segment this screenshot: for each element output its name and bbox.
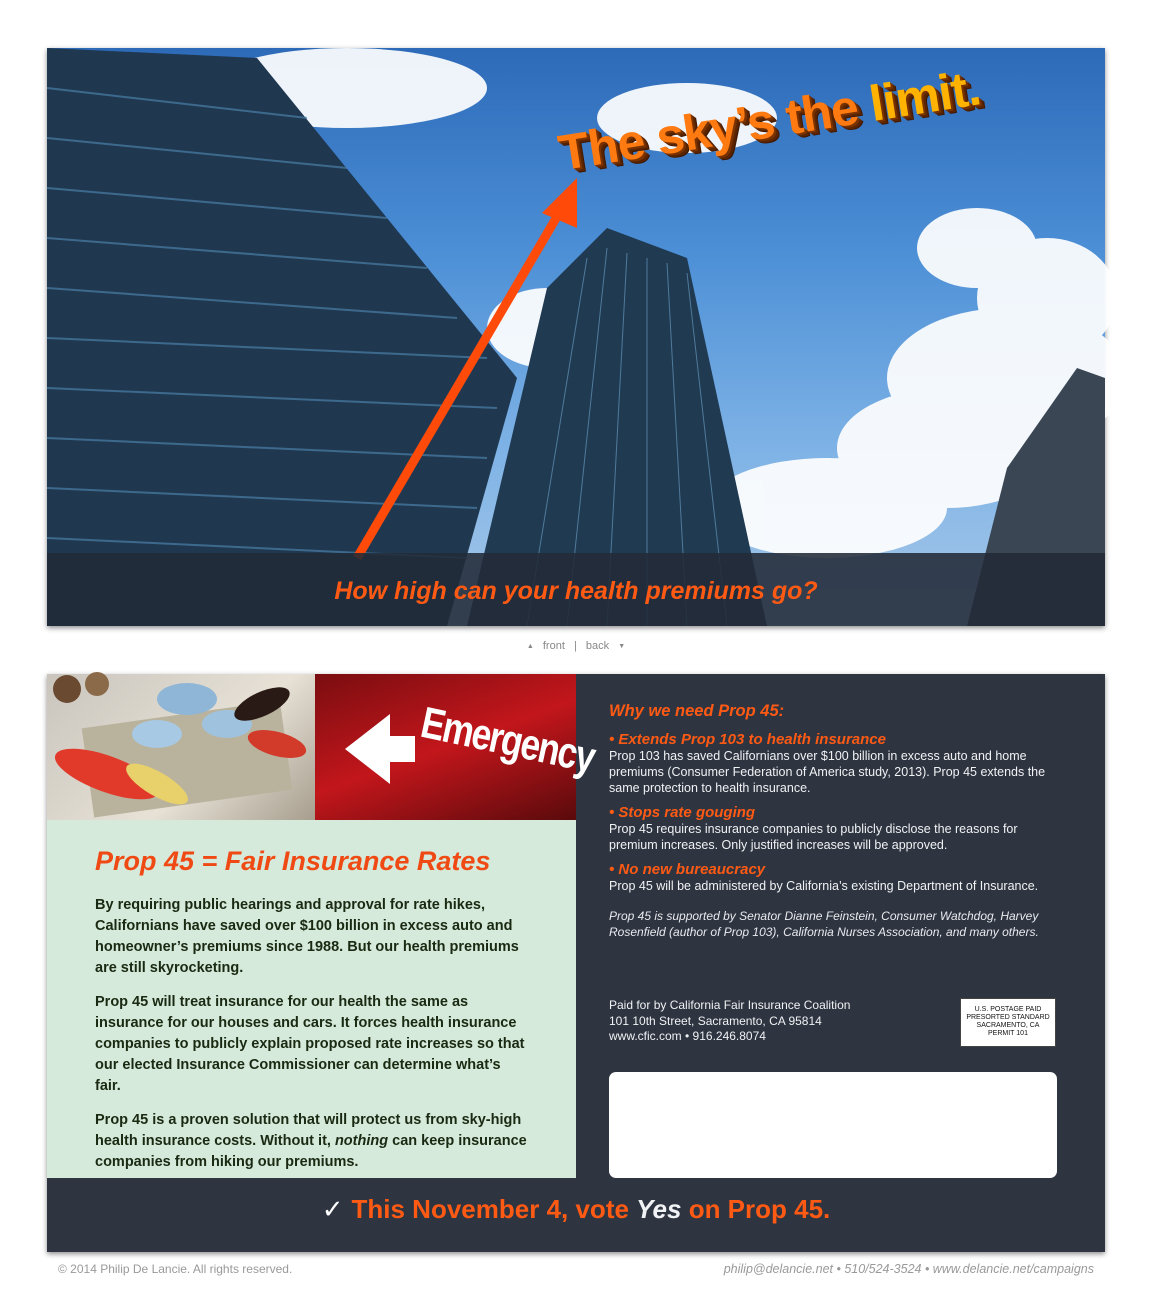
left-paragraph-2: Prop 45 will treat insurance for our health the same as insurance for our houses and cars. It forces health insurance companies to publicly explain proposed rate increases so that our elected Insurance Commissioner can determine what’s fair.: [95, 994, 525, 1094]
supporters-text: Prop 45 is supported by Senator Dianne Feinstein, Consumer Watchdog, Harvey Rosenfield (author of Prop 103), California Nurses Association, and many others.: [609, 909, 1039, 939]
back-link[interactable]: back: [585, 640, 610, 652]
up-arrow-icon: ▲: [526, 642, 534, 650]
vote-banner: ✓ This November 4, vote Yes on Prop 45.: [321, 1194, 831, 1224]
point-2-body: Prop 45 requires insurance companies to publicly disclose the reasons for premium increases. Only justified increases will be approved.: [609, 822, 1018, 852]
point-1-body: Prop 103 has saved Californians over $100 billion in excess auto and home premiums (Consumer Federation of America study, 2013). Prop 45 extends the same protection to health insurance.: [609, 749, 1046, 795]
front-back-toggle: [0, 640, 1152, 652]
front-link[interactable]: front: [542, 640, 565, 652]
address-box: [609, 1072, 1057, 1178]
left-title: Prop 45 = Fair Insurance Rates: [95, 846, 491, 876]
left-panel: [47, 820, 576, 1178]
pills-money-photo: [47, 674, 315, 820]
front-banner: [47, 553, 1105, 626]
point-2-title: • Stops rate gouging: [609, 804, 756, 821]
copyright: © 2014 Philip De Lancie. All rights reserved.: [58, 1262, 293, 1276]
point-3-title: • No new bureaucracy: [609, 861, 766, 878]
point-3-body: Prop 45 will be administered by California’s existing Department of Insurance.: [609, 879, 1039, 893]
toggle-separator: |: [573, 640, 577, 652]
postcard-back: [47, 674, 1105, 1252]
checkmark-icon: ✓: [321, 1194, 344, 1224]
postcard-front: [47, 48, 1105, 626]
emergency-sign-photo: [315, 674, 599, 820]
point-1-title: • Extends Prop 103 to health insurance: [609, 731, 886, 748]
left-paragraph-1: By requiring public hearings and approval for rate hikes, Californians have saved over $100 billion in excess auto and homeowner’s premiums since 1988. But our health premiums are still skyrocketing.: [95, 897, 519, 976]
down-arrow-icon: ▼: [618, 642, 626, 650]
headline-main: The sky’s the: [554, 76, 875, 182]
right-panel: [609, 702, 1069, 940]
banner-text: How high can your health premiums go?: [334, 577, 818, 605]
left-paragraph-3: Prop 45 is a proven solution that will protect us from sky-high health insurance costs. Without it, nothing can keep insurance companies from hiking our premiums.: [95, 1112, 527, 1170]
emergency-sign-text: Emergency: [416, 698, 599, 783]
why-heading: Why we need Prop 45:: [609, 702, 785, 720]
postage-indicia: U.S. POSTAGE PAID PRESORTED STANDARD SACRAMENTO, CA PERMIT 101: [960, 998, 1056, 1047]
contact-info[interactable]: philip@delancie.net • 510/524-3524 • www.delancie.net/campaigns: [723, 1262, 1094, 1276]
headline-accent: limit.: [865, 59, 984, 133]
paid-for-by: Paid for by California Fair Insurance Coalition 101 10th Street, Sacramento, CA 95814 www.cfic.com • 916.246.8074: [609, 998, 851, 1043]
